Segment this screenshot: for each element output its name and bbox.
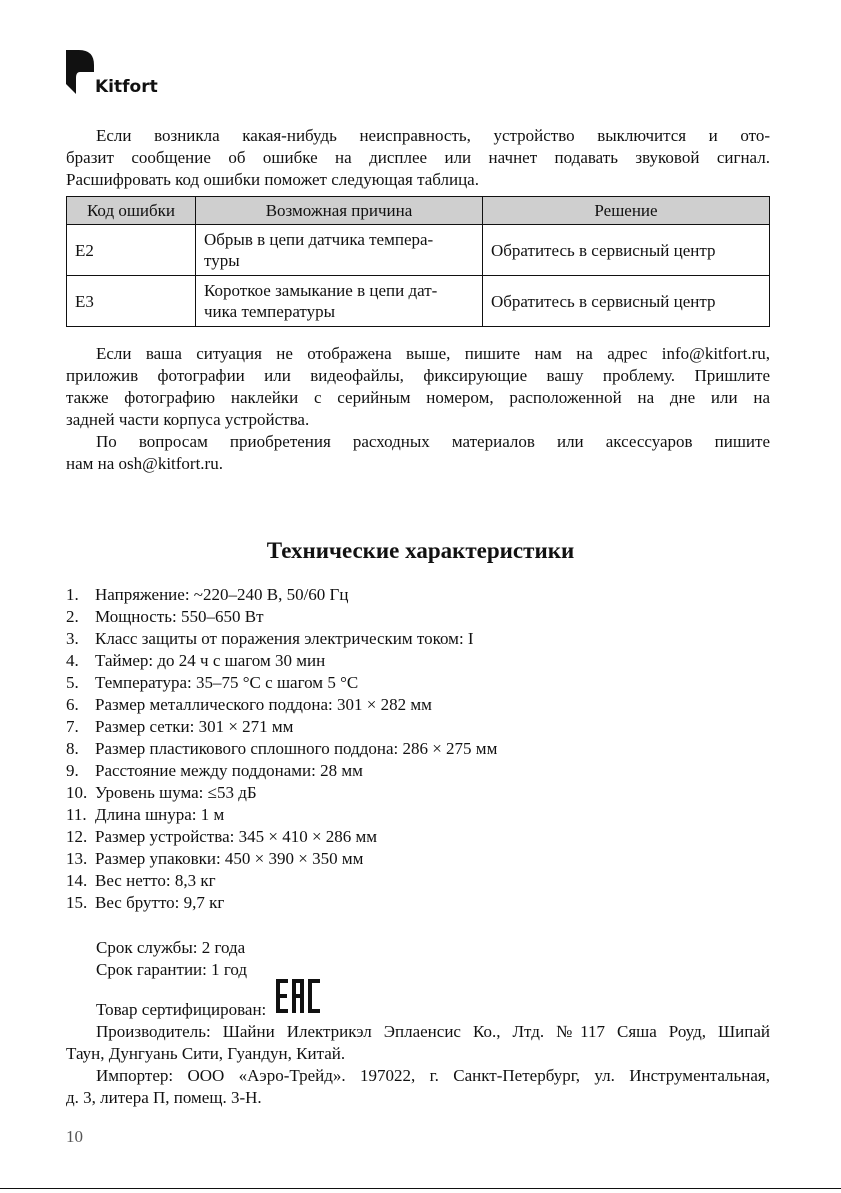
contact-line: приложив фотографии или видеофайлы, фиксирующие вашу проблему. Пришлите [66, 366, 770, 385]
spec-item [66, 628, 497, 650]
eac-mark-icon [276, 979, 320, 1019]
intro-line: Расшифровать код ошибки поможет следующая таблица. [66, 170, 479, 189]
warranty-period: Срок гарантии: 1 год [96, 960, 248, 979]
contact-line: задней части корпуса устройства. [66, 410, 310, 429]
spec-number: 1. [66, 585, 79, 604]
spec-text: Напряжение: ~220–240 В, 50/60 Гц [95, 585, 349, 604]
certification-line [66, 981, 770, 1021]
solution-cell: Обратитесь в сервисный центр [483, 225, 770, 276]
spec-item [66, 606, 497, 628]
spec-item [66, 738, 497, 760]
intro-paragraph [66, 125, 770, 191]
spec-item [66, 804, 497, 826]
spec-text: Мощность: 550–650 Вт [95, 607, 264, 626]
kitfort-logo-icon [66, 50, 94, 98]
contact-line: Если ваша ситуация не отображена выше, пишите нам на адрес info@kitfort.ru, [96, 344, 770, 363]
spec-text: Размер металлического поддона: 301 × 282 мм [95, 695, 432, 714]
importer-line: Импортер: ООО «Аэро-Трейд». 197022, г. Санкт-Петербург, ул. Инструментальная, [96, 1066, 770, 1085]
table-header-row [67, 197, 770, 225]
spec-text: Размер устройства: 345 × 410 × 286 мм [95, 827, 378, 846]
spec-item [66, 870, 497, 892]
spec-item [66, 716, 497, 738]
spec-text: Размер сетки: 301 × 271 мм [95, 717, 294, 736]
contact-paragraph [66, 343, 770, 475]
spec-item [66, 782, 497, 804]
manufacturer-line: Производитель: Шайни Илектрикэл Эплаенсис Ко., Лтд. №117 Сяша Роуд, Шипай [96, 1022, 770, 1041]
logo-text: Kitfort [95, 77, 158, 97]
contact-line: По вопросам приобретения расходных материалов или аксессуаров пишите [96, 432, 770, 451]
spec-text: Таймер: до 24 ч с шагом 30 мин [95, 651, 326, 670]
spec-text: Температура: 35–75 °С с шагом 5 °С [95, 673, 359, 692]
spec-item [66, 694, 497, 716]
spec-number: 4. [66, 651, 79, 670]
contact-line: нам на osh@kitfort.ru. [66, 454, 223, 473]
header-solution: Решение [483, 197, 770, 225]
spec-item [66, 650, 497, 672]
table-row [67, 225, 770, 276]
spec-text: Размер пластикового сплошного поддона: 286 × 275 мм [95, 739, 498, 758]
contact-line: также фотографию наклейки с серийным номером, расположенной на дне или на [66, 388, 770, 407]
cause-cell: Короткое замыкание в цепи дат- чика температуры [196, 276, 483, 327]
spec-number: 14. [66, 871, 88, 890]
spec-number: 3. [66, 629, 79, 648]
spec-item [66, 826, 497, 848]
spec-item [66, 672, 497, 694]
intro-line: бразит сообщение об ошибке на дисплее или начнет подавать звуковой сигнал. [66, 148, 770, 167]
service-life: Срок службы: 2 года [96, 938, 246, 957]
cause-cell: Обрыв в цепи датчика темпера- туры [196, 225, 483, 276]
solution-cell: Обратитесь в сервисный центр [483, 276, 770, 327]
intro-line: Если возникла какая-нибудь неисправность, устройство выключится и ото- [96, 126, 770, 145]
spec-number: 6. [66, 695, 79, 714]
service-info [66, 937, 770, 1109]
spec-number: 12. [66, 827, 88, 846]
error-code-table [66, 196, 770, 327]
spec-number: 10. [66, 783, 88, 802]
error-code-cell: E3 [67, 276, 196, 327]
header-code: Код ошибки [67, 197, 196, 225]
table-row [67, 276, 770, 327]
header-cause: Возможная причина [196, 197, 483, 225]
bottom-rule [0, 1188, 841, 1189]
spec-number: 13. [66, 849, 88, 868]
page-number: 10 [66, 1127, 83, 1146]
kitfort-logo [66, 50, 158, 98]
spec-number: 15. [66, 893, 88, 912]
spec-text: Класс защиты от поражения электрическим током: I [95, 629, 474, 648]
spec-number: 2. [66, 607, 79, 626]
importer-line: д. 3, литера П, помещ. 3-Н. [66, 1088, 262, 1107]
error-code-cell: E2 [67, 225, 196, 276]
spec-item [66, 892, 497, 914]
spec-number: 9. [66, 761, 79, 780]
spec-item [66, 848, 497, 870]
spec-item [66, 760, 497, 782]
specs-list [66, 584, 497, 914]
spec-text: Расстояние между поддонами: 28 мм [95, 761, 363, 780]
spec-number: 7. [66, 717, 79, 736]
spec-text: Вес нетто: 8,3 кг [95, 871, 216, 890]
spec-text: Размер упаковки: 450 × 390 × 350 мм [95, 849, 364, 868]
spec-text: Уровень шума: ≤53 дБ [95, 783, 257, 802]
certified-label: Товар сертифицирован: [96, 1000, 267, 1019]
manufacturer-line: Таун, Дунгуань Сити, Гуандун, Китай. [66, 1044, 346, 1063]
spec-text: Вес брутто: 9,7 кг [95, 893, 225, 912]
specs-title: Технические характеристики [266, 538, 575, 563]
spec-number: 11. [66, 805, 87, 824]
spec-number: 8. [66, 739, 79, 758]
spec-number: 5. [66, 673, 79, 692]
spec-item [66, 584, 497, 606]
spec-text: Длина шнура: 1 м [95, 805, 225, 824]
